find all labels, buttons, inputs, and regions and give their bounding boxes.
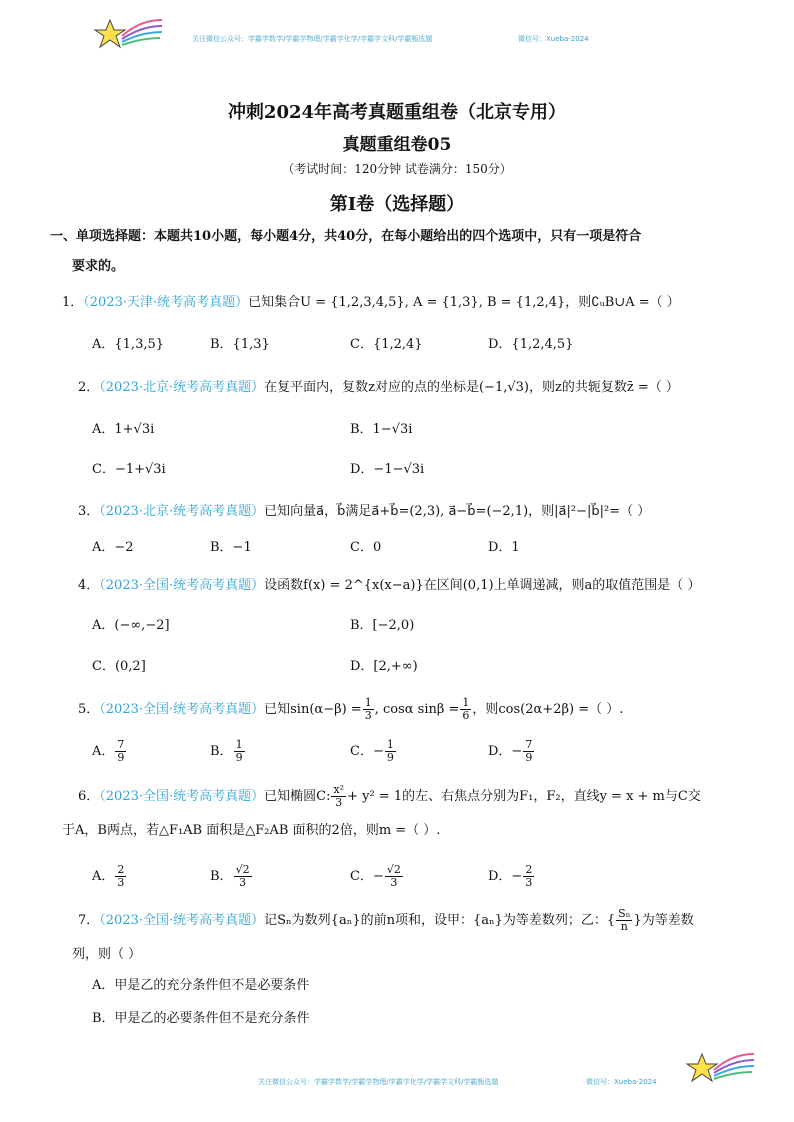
fraction: $\frac{1}{6}$ (462, 696, 470, 722)
star-logo-icon (92, 14, 164, 56)
q1-option-c[interactable]: C．{1,2,4} (350, 337, 423, 352)
q2-option-a[interactable]: A．1+√3i (92, 422, 155, 437)
question-4: 4．（2023·全国·统考高考真题）设函数f(x) = 2^{x(x−a)}在区间(0,1)上单调递减，则a的取值范围是（ ） (78, 578, 701, 593)
q5-option-a[interactable]: A． $\frac{7}{9}$ (92, 738, 125, 764)
q7-option-a[interactable]: A．甲是乙的充分条件但不是必要条件 (92, 978, 310, 993)
q4-option-b[interactable]: B．[−2,0) (350, 618, 415, 633)
q4-option-d[interactable]: D．[2,+∞) (350, 659, 418, 674)
question-7: 7．（2023·全国·统考高考真题）记Sₙ为数列{aₙ}的前n项和，设甲：{aₙ}为等差数列；乙：{ $\frac{\text{Sₙ}}{n}$ }为等差数 (78, 907, 694, 933)
q7-option-b[interactable]: B．甲是乙的必要条件但不是充分条件 (92, 1011, 310, 1026)
question-source: （2023·北京·统考高考真题） (99, 380, 265, 395)
q1-option-a[interactable]: A．{1,3,5} (92, 337, 165, 352)
header-text: 关注微信公众号：学霸学数学/学霸学物理/学霸学化学/学霸学文科/学霸甄选题 (192, 35, 433, 43)
q2-option-b[interactable]: B．1−√3i (350, 422, 413, 437)
instruction-line2: 要求的。 (72, 259, 125, 274)
question-source: （2023·全国·统考高考真题） (99, 702, 265, 717)
fraction: $\frac{1}{3}$ (364, 696, 372, 722)
question-2: 2．（2023·北京·统考高考真题）在复平面内，复数z对应的点的坐标是(−1,√3)，则z的共轭复数z̄ =（ ） (78, 380, 679, 395)
q4-option-a[interactable]: A．(−∞,−2] (92, 618, 170, 633)
star-logo-icon (684, 1048, 756, 1090)
q6-option-c[interactable]: C．− $\frac{√2}{3}$ (350, 863, 401, 889)
instruction-line1: 一、单项选择题：本题共10小题，每小题4分，共40分，在每小题给出的四个选项中，只有一项是符合 (50, 229, 642, 244)
q5-option-b[interactable]: B． $\frac{1}{9}$ (210, 738, 243, 764)
doc-subtitle: 真题重组卷05 (342, 135, 452, 155)
question-5: 5．（2023·全国·统考高考真题）已知sin(α−β) = $\frac{1}{3}$ , cosα sinβ = $\frac{1}{6}$ ，则cos(2α+2β) =（ ）. (78, 696, 624, 722)
q6-option-b[interactable]: B． $\frac{√2}{3}$ (210, 863, 250, 889)
q2-option-d[interactable]: D．−1−√3i (350, 462, 425, 477)
q4-option-c[interactable]: C．(0,2] (92, 659, 146, 674)
q3-option-d[interactable]: D．1 (488, 540, 520, 555)
q3-option-c[interactable]: C．0 (350, 540, 382, 555)
q3-option-a[interactable]: A．−2 (92, 540, 134, 555)
q1-option-b[interactable]: B．{1,3} (210, 337, 270, 352)
question-source: （2023·全国·统考高考真题） (99, 913, 265, 928)
doc-title: 冲刺2024年高考真题重组卷（北京专用） (227, 102, 567, 123)
fraction: $\frac{\text{x²}}{3}$ (333, 783, 345, 809)
section-title: 第I卷（选择题） (329, 194, 465, 215)
q1-option-d[interactable]: D．{1,2,4,5} (488, 337, 574, 352)
question-6-line2: 于A，B两点，若△F₁AB 面积是△F₂AB 面积的2倍，则m =（ ）. (62, 823, 441, 838)
question-6: 6．（2023·全国·统考高考真题）已知椭圆C: $\frac{\text{x²}}{3}$ + y² = 1的左、右焦点分别为F₁，F₂，直线y = x + m与C交 (78, 783, 701, 809)
header-wechat: 微信号：Xueba-2024 (518, 35, 589, 43)
q6-option-d[interactable]: D．− $\frac{2}{3}$ (488, 863, 533, 889)
footer-text: 关注微信公众号：学霸学数学/学霸学物理/学霸学化学/学霸学文科/学霸甄选题 (258, 1078, 499, 1086)
question-source: （2023·天津·统考高考真题） (83, 295, 249, 310)
q5-option-d[interactable]: D．− $\frac{7}{9}$ (488, 738, 533, 764)
question-source: （2023·全国·统考高考真题） (99, 789, 265, 804)
question-source: （2023·北京·统考高考真题） (99, 504, 265, 519)
q6-option-a[interactable]: A． $\frac{2}{3}$ (92, 863, 125, 889)
fraction: $\frac{\text{Sₙ}}{n}$ (618, 907, 631, 933)
q2-option-c[interactable]: C．−1+√3i (92, 462, 166, 477)
question-7-line2: 列，则（ ） (72, 947, 142, 962)
exam-meta: （考试时间：120分钟 试卷满分：150分） (282, 162, 512, 176)
question-source: （2023·全国·统考高考真题） (99, 578, 265, 593)
q3-option-b[interactable]: B．−1 (210, 540, 252, 555)
question-3: 3．（2023·北京·统考高考真题）已知向量a⃗，b⃗满足a⃗+b⃗=(2,3), a⃗−b⃗=(−2,1)，则|a⃗|²−|b⃗|²=（ ） (78, 504, 651, 519)
footer-wechat: 微信号：Xueba-2024 (586, 1078, 657, 1086)
q5-option-c[interactable]: C．− $\frac{1}{9}$ (350, 738, 394, 764)
question-1: 1．（2023·天津·统考高考真题）已知集合U = {1,2,3,4,5}, A = {1,3}, B = {1,2,4}，则∁ᵤB∪A =（ ） (62, 295, 680, 310)
